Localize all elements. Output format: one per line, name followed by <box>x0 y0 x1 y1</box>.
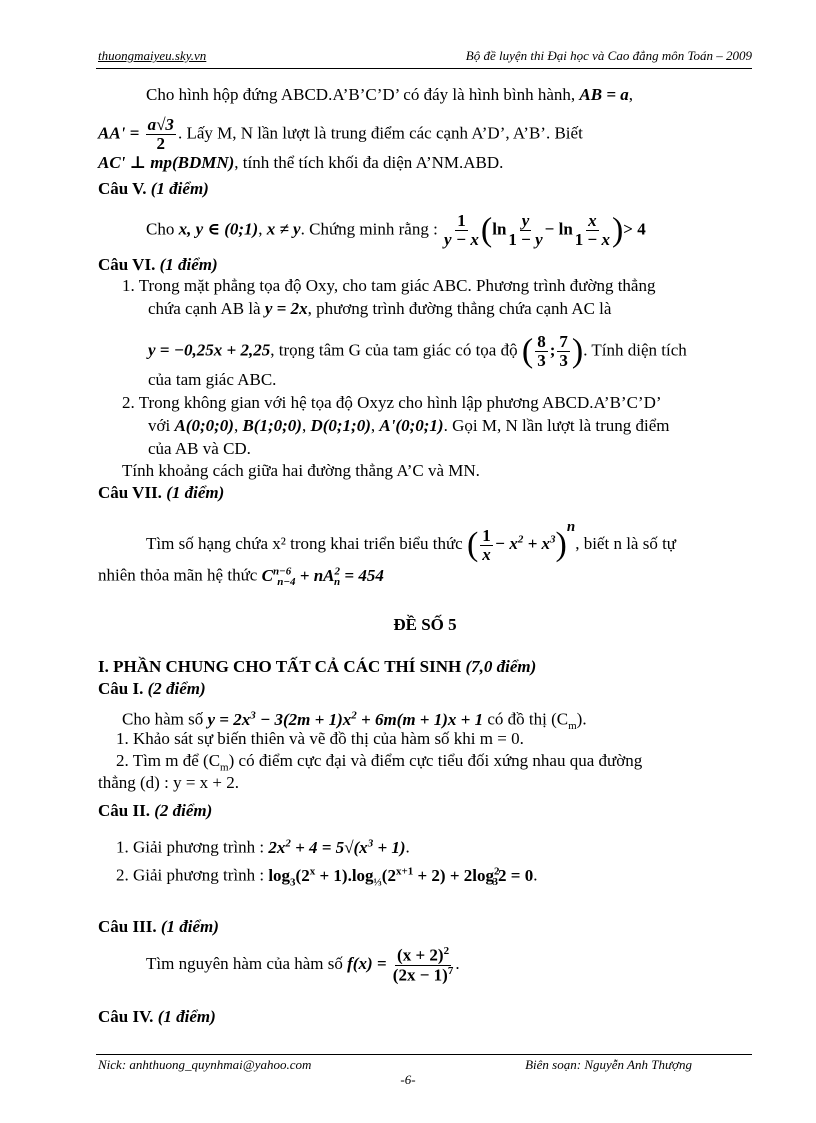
q1-line1: Cho hàm số $y = 2x^3 - 3(2m + 1)x^2 + 6m(m + 1)x + 1$ có đồ thị $(C_m)$. <box>122 709 587 733</box>
page-header <box>98 48 752 64</box>
q6-1-line2: chứa cạnh AB là y = 2x, phương trình đường thẳng chứa cạnh AC là <box>148 299 612 318</box>
q6-heading: Câu VI. (1 điểm) <box>98 255 218 274</box>
q5-heading: Câu V. (1 điểm) <box>98 179 209 198</box>
header-book-title: Bộ đề luyện thi Đại học và Cao đẳng môn Toán – 2009 <box>465 48 752 63</box>
page-number: -6- <box>400 1072 416 1087</box>
q5-text: Cho x, y ∈ (0;1), x ≠ y. Chứng minh rằng : $\frac{1}{y - x}$ (ln $\frac{y}{1 - y}$ − ln $\frac{x}{1 - x}$ )> 4 <box>146 211 646 249</box>
part1-heading: I. PHẦN CHUNG CHO TẤT CẢ CÁC THÍ SINH (7,0 điểm) <box>98 657 537 676</box>
q6-1-line3: y = −0,25x + 2,25, trọng tâm G của tam giác có tọa độ ( $\frac{8}{3}$ ; $\frac{7}{3}$ ). Tính diện tích <box>148 332 687 370</box>
q7-line2: nhiên thỏa mãn hệ thức $C^{n-6}_{n-4} + nA^2_n = 454$ <box>98 565 384 589</box>
q6-1-line4: của tam giác ABC. <box>148 370 277 389</box>
q2-heading: Câu II. (2 điểm) <box>98 801 213 820</box>
q1-heading: Câu I. (2 điểm) <box>98 679 206 698</box>
q6-2-line4: Tính khoảng cách giữa hai đường thẳng A’C và MN. <box>122 461 480 480</box>
page-footer <box>98 1057 752 1073</box>
exam-title: ĐỀ SỐ 5 <box>393 615 457 634</box>
q4-heading: Câu IV. (1 điểm) <box>98 1007 216 1026</box>
q3-heading: Câu III. (1 điểm) <box>98 917 219 936</box>
q6-2-line1: 2. Trong không gian với hệ tọa độ Oxyz cho hình lập phương ABCD.A’B’C’D’ <box>122 393 662 412</box>
q2-item2: 2. Giải phương trình : $\log_3(2^x + 1).\log_{\frac{1}{3}}(2^{x+1} + 2) + 2\log^2_32 = 0$. <box>116 865 538 889</box>
q7-heading: Câu VII. (1 điểm) <box>98 483 225 502</box>
footer-rule <box>96 1054 752 1055</box>
footer-author: Biên soạn: Nguyễn Anh Thượng <box>525 1057 692 1072</box>
p1-line1: Cho hình hộp đứng ABCD.A’B’C’D’ có đáy là hình bình hành, AB = a, <box>146 85 634 104</box>
q6-2-line2: với A(0;0;0), B(1;0;0), D(0;1;0), A'(0;0;1). Gọi M, N lần lượt là trung điểm <box>148 416 670 435</box>
q3-line1: Tìm nguyên hàm của hàm số f(x) = $\frac{(x + 2)^2}{(2x - 1)^7}$ . <box>146 945 460 985</box>
p1-line3: AC' ⊥ mp(BDMN), tính thể tích khối đa diện A’NM.ABD. <box>98 153 504 172</box>
q1-item1: 1. Khảo sát sự biến thiên và vẽ đồ thị của hàm số khi m = 0. <box>116 729 524 748</box>
q1-item2-line1: 2. Tìm m để $(C_m)$ có điểm cực đại và điểm cực tiểu đối xứng nhau qua đường <box>116 751 643 774</box>
p1-line2: AA' = $\frac{a√3}{2}$ . Lấy M, N lần lượt là trung điểm các cạnh A’D’, A’B’. Biết <box>98 115 583 153</box>
footer-nick: Nick: anhthuong_quynhmai@yahoo.com <box>98 1057 312 1072</box>
q6-2-line3: của AB và CD. <box>148 439 251 458</box>
q2-item1: 1. Giải phương trình : $2x^2 + 4 = 5√(x^3 + 1)$. <box>116 837 410 857</box>
q6-1-line1: 1. Trong mặt phẳng tọa độ Oxy, cho tam giác ABC. Phương trình đường thẳng <box>122 276 656 295</box>
q7-line1: Tìm số hạng chứa x² trong khai triển biểu thức ( $\frac{1}{x}$ − $x^2 + x^3)^n$, biết n là số tự <box>146 519 677 564</box>
header-rule <box>96 68 752 69</box>
header-site[interactable]: thuongmaiyeu.sky.vn <box>98 48 207 63</box>
q1-item2-line2: thẳng (d) : y = x + 2. <box>98 773 239 792</box>
